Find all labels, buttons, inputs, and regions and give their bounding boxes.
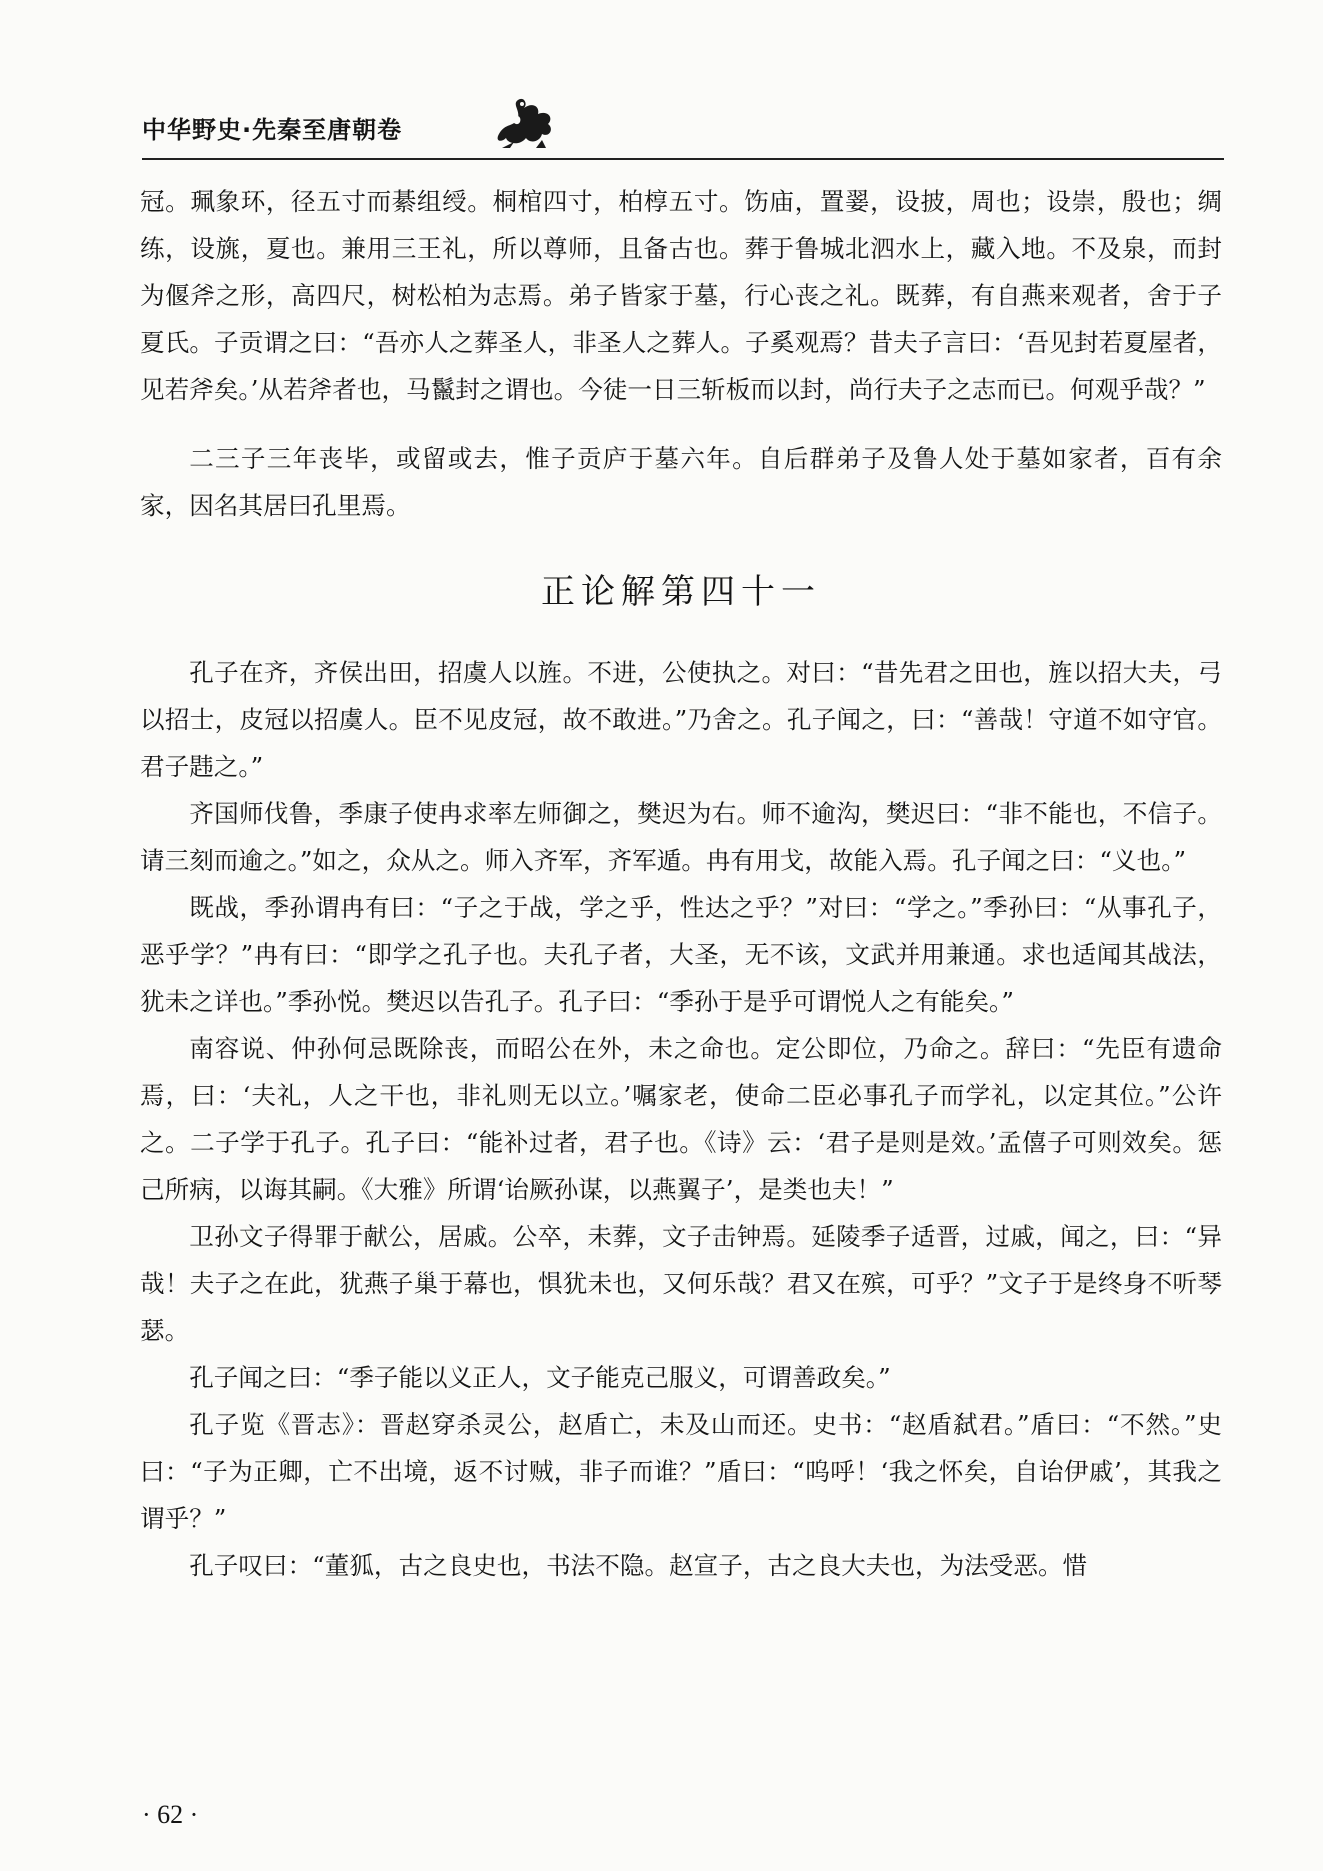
page-number: · 62 · xyxy=(142,1800,199,1829)
paragraph: 孔子在齐，齐侯出田，招虞人以旌。不进，公使执之。对曰：“昔先君之田也，旌以招大夫，弓以招士，皮冠以招虞人。臣不见皮冠，故不敢进。”乃舍之。孔子闻之，曰：“善哉！守道不如守官。君子韪之。” xyxy=(140,658,1222,781)
paragraph: 孔子叹曰：“董狐，古之良史也，书法不隐。赵宣子，古之良大夫也，为法受恶。惜 xyxy=(189,1551,1088,1580)
paragraph: 卫孙文子得罪于献公，居戚。公卒，未葬，文子击钟焉。延陵季子适晋，过戚，闻之，曰：“异哉！夫子之在此，犹燕子巢于幕也，惧犹未也，又何乐哉？君又在殡，可乎？”文子于是终身不听琴瑟。 xyxy=(140,1222,1222,1345)
running-header xyxy=(142,104,1224,148)
section-title: 正论解第四十一 xyxy=(541,572,821,612)
paragraph: 既战，季孙谓冉有曰：“子之于战，学之乎，性达之乎？”对曰：“学之。”季孙曰：“从事孔子，恶乎学？”冉有曰：“即学之孔子也。夫孔子者，大圣，无不该，文武并用兼通。求也适闻其战法，犹未之详也。”季孙悦。樊迟以告孔子。孔子曰：“季孙于是乎可谓悦人之有能矣。” xyxy=(140,893,1222,1016)
dragon-icon xyxy=(492,92,558,150)
header-rule xyxy=(142,158,1224,160)
paragraph: 孔子闻之曰：“季子能以义正人，文子能克己服义，可谓善政矣。” xyxy=(189,1363,891,1392)
paragraph: 二三子三年丧毕，或留或去，惟子贡庐于墓六年。自后群弟子及鲁人处于墓如家者，百有余家，因名其居曰孔里焉。 xyxy=(140,444,1222,520)
paragraph: 齐国师伐鲁，季康子使冉求率左师御之，樊迟为右。师不逾沟，樊迟曰：“非不能也，不信子。请三刻而逾之。”如之，众从之。师入齐军，齐军遁。冉有用戈，故能入焉。孔子闻之曰：“义也。” xyxy=(140,799,1222,875)
paragraph: 孔子览《晋志》：晋赵穿杀灵公，赵盾亡，未及山而还。史书：“赵盾弑君。”盾曰：“不然。”史曰：“子为正卿，亡不出境，返不讨贼，非子而谁？”盾曰：“呜呼！‘我之怀矣，自诒伊戚’，其我之谓乎？” xyxy=(140,1410,1222,1533)
paragraph: 南容说、仲孙何忌既除丧，而昭公在外，未之命也。定公即位，乃命之。辞曰：“先臣有遗命焉，曰：‘夫礼，人之干也，非礼则无以立。’嘱家老，使命二臣必事孔子而学礼，以定其位。”公许之。二子学于孔子。孔子曰：“能补过者，君子也。《诗》云：‘君子是则是效。’孟僖子可则效矣。惩己所病，以诲其嗣。《大雅》所谓‘诒厥孙谋，以燕翼子’，是类也夫！” xyxy=(140,1034,1222,1204)
running-title: 中华野史·先秦至唐朝卷 xyxy=(142,116,403,144)
body-text xyxy=(140,178,1222,1589)
paragraph: 冠。珮象环，径五寸而綦组绶。桐棺四寸，柏椁五寸。饬庙，置翣，设披，周也；设崇，殷也；绸练，设旐，夏也。兼用三王礼，所以尊师，且备古也。葬于鲁城北泗水上，藏入地。不及泉，而封为偃斧之形，高四尺，树松柏为志焉。弟子皆家于墓，行心丧之礼。既葬，有自燕来观者，舍于子夏氏。子贡谓之曰：“吾亦人之葬圣人，非圣人之葬人。子奚观焉？昔夫子言曰：‘吾见封若夏屋者，见若斧矣。’从若斧者也，马鬣封之谓也。今徒一日三斩板而以封，尚行夫子之志而已。何观乎哉？” xyxy=(140,187,1222,404)
